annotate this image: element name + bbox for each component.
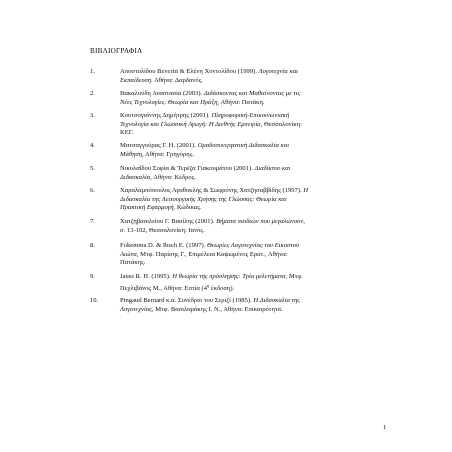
- italic-text: Η Διδασκαλία της: [253, 297, 300, 304]
- italic-text: Βήματα παιδιών που μεγαλώνουν,: [216, 218, 305, 225]
- reference-line: [120, 112, 390, 121]
- italic-text: Διδασκαλία της Λειτουργικής Χρήσης της Γλώσσας: Θεωρία και: [120, 195, 287, 203]
- plain-text: Fokemma D. & Ibsch E. (1997).: [120, 242, 207, 249]
- reference-number: 2.: [90, 90, 95, 97]
- italic-text: Η: [303, 187, 309, 194]
- reference-entry: [90, 165, 390, 182]
- italic-text: Θεωρίες Λογοτεχνίας του Εικοστού: [207, 242, 299, 249]
- reference-line: [120, 259, 390, 268]
- reference-number: 4.: [90, 142, 95, 149]
- reference-line: [120, 282, 390, 294]
- reference-line: [120, 227, 390, 236]
- reference-text: [120, 90, 390, 107]
- italic-text: Λογοτεχνίας: [120, 305, 152, 313]
- reference-entry: [90, 68, 390, 85]
- reference-line: [120, 77, 390, 86]
- plain-text: Ματσαγγούρας Γ. Η. (2001).: [120, 142, 198, 149]
- page-number: 1: [383, 424, 387, 431]
- plain-text: Αποστολίδου Βενετία & Ελένη Χοντολίδου (1999).: [120, 68, 259, 75]
- reference-number: 6.: [90, 187, 95, 194]
- plain-text: , Αθήνα: Γρηγόρης.: [142, 150, 194, 158]
- reference-line: [120, 242, 390, 251]
- italic-text: Τεχνολογία και Γλωσσική Αγωγή: Η Διεθνής Εμπειρία: [120, 120, 261, 128]
- reference-number: 1.: [90, 68, 95, 75]
- reference-line: [120, 297, 390, 306]
- plain-text: Χαραλαμπόπουλος Αγαθοκλής & Σωφρόνης Χατζησαββίδης (1997).: [120, 187, 304, 194]
- plain-text: έκδοση).: [209, 284, 235, 292]
- plain-text: , Θεσσαλονίκη:: [260, 120, 302, 128]
- reference-line: [120, 121, 390, 130]
- reference-text: [120, 242, 390, 268]
- plain-text: , Μτφ. Βασιλαράκης Ι. Ν., Αθήνα: Επικαιρότητα.: [151, 305, 283, 313]
- reference-text: [120, 142, 390, 159]
- reference-entry: [90, 90, 390, 107]
- italic-text: Εκπαίδευση: [120, 76, 152, 84]
- reference-entry: [90, 273, 390, 293]
- italic-text: Διδασκαλία: [120, 173, 151, 181]
- reference-line: [120, 142, 390, 151]
- italic-text: Αιώνα: [120, 250, 137, 258]
- italic-text: Η θεωρία της πρόσληψης: Τρία μελετήματα: [172, 273, 286, 280]
- italic-text: Ομαδοσυνεργατική Διδασκαλία και: [197, 142, 290, 149]
- plain-text: , Αθήνα: Πατάκη.: [217, 98, 265, 106]
- reference-line: [120, 218, 390, 227]
- plain-text: Pingaud Bernard κ.ά. Συνέδριο του Σεριζί (1985).: [120, 297, 254, 304]
- reference-line: [120, 204, 390, 213]
- plain-text: Νικολαΐδου Σοφία & Τερέζα Γιακουμάτου (2001).: [120, 165, 255, 172]
- reference-line: [120, 99, 390, 108]
- plain-text: , Μτφ. Παρίσης Γ., Επιμέλεια Καψωμένος Ερατ., Αθήνα:: [136, 250, 288, 258]
- italic-text: Διαδίκτυο και: [254, 165, 291, 172]
- reference-line: [120, 129, 390, 138]
- plain-text: Πεχλιβάνος Μ., Αθήνα: Εστία (4: [120, 284, 208, 292]
- reference-line: [120, 151, 390, 160]
- reference-number: 3.: [90, 112, 95, 119]
- reference-text: [120, 273, 390, 293]
- reference-line: [120, 187, 390, 196]
- reference-entry: [90, 218, 390, 235]
- reference-line: [120, 68, 390, 77]
- reference-line: [120, 90, 390, 99]
- reference-entry: [90, 142, 390, 159]
- reference-line: [120, 273, 390, 282]
- reference-number: 5.: [90, 165, 95, 172]
- plain-text: ΚΕΓ.: [120, 129, 134, 137]
- plain-text: σ. 13-102, Θεσσαλονίκη: Ιανός.: [120, 226, 205, 234]
- reference-number: 8.: [90, 242, 95, 249]
- plain-text: Βακαλούδη Αναστασία (2003).: [120, 90, 204, 97]
- italic-text: Διδάσκοντας και Μαθαίνοντας με τις: [203, 90, 301, 97]
- reference-entry: [90, 112, 390, 138]
- italic-text: Νέες Τεχνολογίες. Θεωρία και Πράξη: [120, 98, 218, 106]
- plain-text: Χατζηβασιλείου Γ. Βασίλης (2001).: [120, 218, 217, 225]
- reference-number: 7.: [90, 218, 95, 225]
- plain-text: Κουτσογιάννης Δημήτρης (2001).: [120, 112, 212, 119]
- reference-text: [120, 165, 390, 182]
- reference-text: [120, 112, 390, 138]
- italic-text: Πληροφορική-Επικοινωνιακή: [211, 112, 290, 119]
- reference-text: [120, 68, 390, 85]
- italic-text: Μάθηση: [120, 150, 142, 158]
- plain-text: η: [207, 282, 210, 288]
- italic-text: Λογοτεχνία και: [258, 68, 298, 75]
- reference-entry: [90, 242, 390, 268]
- plain-text: , Αθήνα: Κέδρος.: [150, 173, 196, 181]
- reference-text: [120, 187, 390, 213]
- bibliography-heading: ΒΙΒΛΙΟΓΡΑΦΙΑ: [90, 47, 143, 55]
- reference-line: [120, 306, 390, 315]
- reference-number: 10.: [90, 297, 99, 304]
- plain-text: Πατάκης.: [120, 259, 146, 267]
- reference-entry: [90, 297, 390, 314]
- plain-text: , Κώδικας.: [173, 204, 202, 212]
- reference-number: 9.: [90, 273, 95, 280]
- plain-text: Jauss R. H. (1995).: [120, 273, 173, 280]
- plain-text: , Μτφ.: [285, 273, 303, 280]
- reference-line: [120, 174, 390, 183]
- reference-entry: [90, 187, 390, 213]
- reference-line: [120, 165, 390, 174]
- italic-text: Πρακτική Εφαρμογή: [120, 204, 174, 212]
- plain-text: . Αθήνα: Δαρδανός.: [151, 76, 203, 84]
- reference-text: [120, 218, 390, 235]
- reference-text: [120, 297, 390, 314]
- reference-line: [120, 196, 390, 205]
- reference-line: [120, 251, 390, 260]
